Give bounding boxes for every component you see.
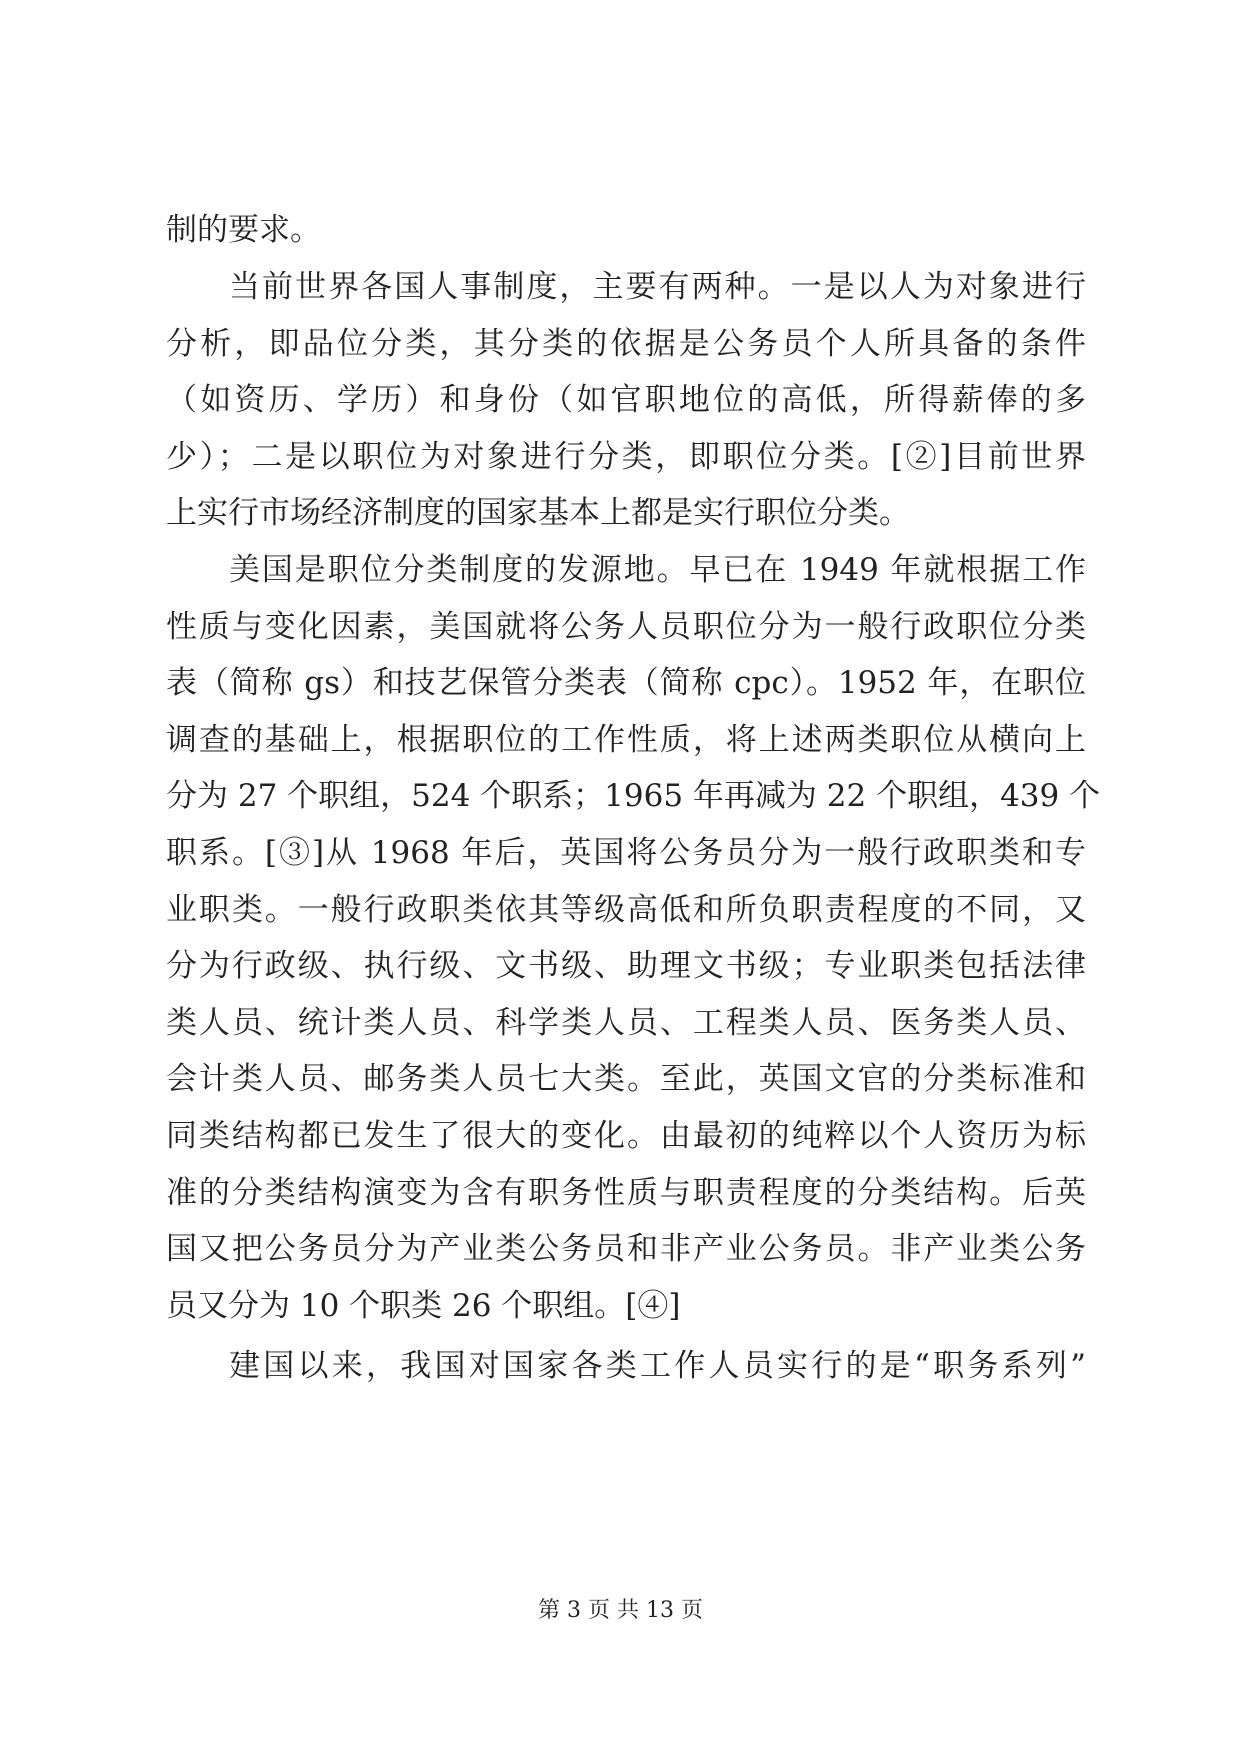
text-line: （如资历、学历）和身份（如官职地位的高低，所得薪俸的多 [166, 382, 1086, 418]
text-line: 会计类人员、邮务类人员七大类。至此，英国文官的分类标准和 [166, 1061, 1086, 1097]
text-line: 性质与变化因素，美国就将公务人员职位分为一般行政职位分类 [166, 609, 1086, 645]
text-line: 表（简称 gs）和技艺保管分类表（简称 cpc）。1952 年，在职位 [166, 665, 1086, 701]
text-line: 同类结构都已发生了很大的变化。由最初的纯粹以个人资历为标 [166, 1118, 1086, 1154]
text-line: 制的要求。 [166, 212, 321, 248]
text-line: 调查的基础上，根据职位的工作性质，将上述两类职位从横向上 [166, 722, 1086, 758]
text-line: 职系。[③]从 1968 年后，英国将公务员分为一般行政职类和专 [166, 835, 1086, 871]
page-number-footer: 第 3 页 共 13 页 [538, 1598, 703, 1623]
text-line: 美国是职位分类制度的发源地。早已在 1949 年就根据工作 [229, 552, 1086, 588]
text-line: 分为 27 个职组，524 个职系；1965 年再减为 22 个职组，439 个 [166, 778, 1101, 814]
text-line: 类人员、统计类人员、科学类人员、工程类人员、医务类人员、 [166, 1005, 1086, 1041]
text-line: 分为行政级、执行级、文书级、助理文书级；专业职类包括法律 [166, 948, 1086, 984]
text-line: 国又把公务员分为产业类公务员和非产业公务员。非产业类公务 [166, 1231, 1086, 1267]
text-line: 准的分类结构演变为含有职务性质与职责程度的分类结构。后英 [166, 1175, 1086, 1211]
text-line: 当前世界各国人事制度，主要有两种。一是以人为对象进行 [229, 269, 1086, 305]
text-line: 业职类。一般行政职类依其等级高低和所负职责程度的不同，又 [166, 892, 1086, 928]
text-line: 员又分为 10 个职类 26 个职组。[④] [166, 1288, 681, 1324]
text-line: 少）；二是以职位为对象进行分类，即职位分类。[②]目前世界 [166, 439, 1086, 475]
text-line: 分析，即品位分类，其分类的依据是公务员个人所具备的条件 [166, 326, 1086, 362]
text-line: 建国以来，我国对国家各类工作人员实行的是“职务系列” [229, 1348, 1086, 1384]
text-line: 上实行市场经济制度的国家基本上都是实行职位分类。 [166, 495, 910, 531]
